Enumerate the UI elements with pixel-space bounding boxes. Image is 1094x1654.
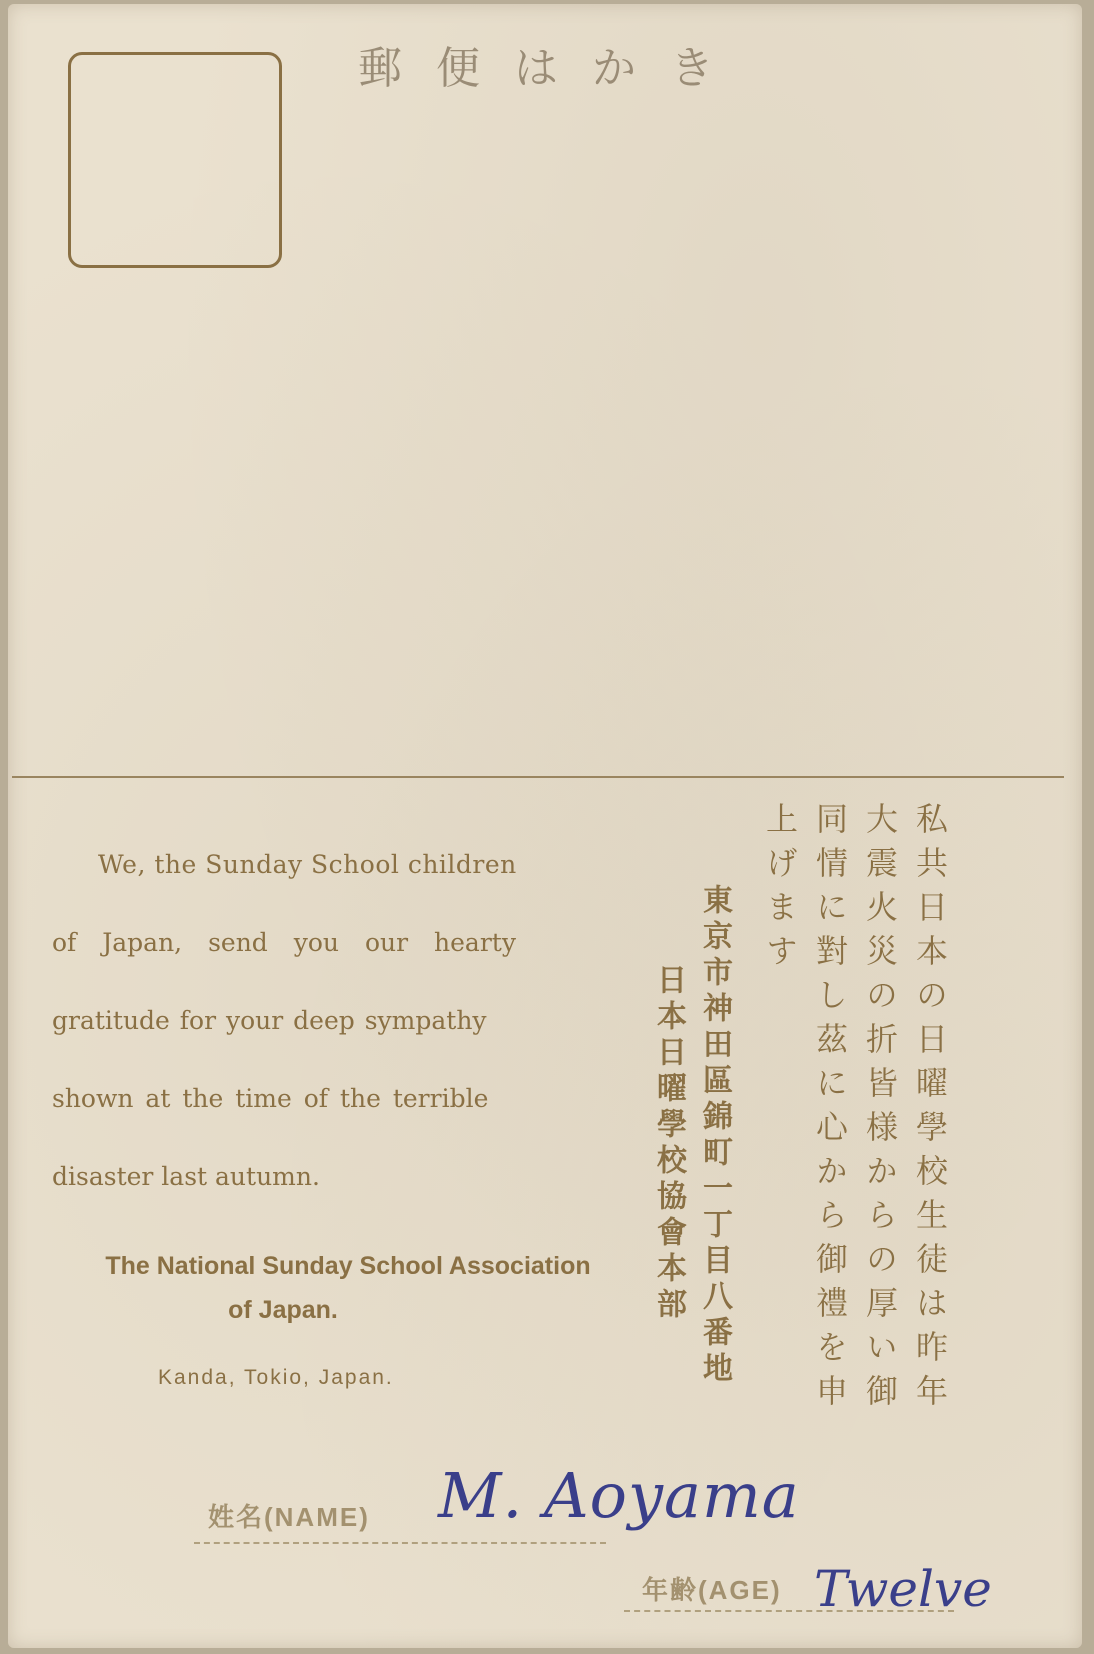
jp-address-column-2: 日本日曜學校協會本部 xyxy=(651,964,686,1324)
name-handwritten-value: M. Aoyama xyxy=(438,1459,800,1532)
association-line-2: of Japan. xyxy=(228,1296,338,1324)
jp-message-column-2: 大震火災の折皆様からの厚い御 xyxy=(861,802,899,1418)
jp-message-column-3: 同情に對し茲に心から御禮を申 xyxy=(811,802,849,1418)
age-handwritten-value: Twelve xyxy=(814,1560,992,1618)
message-line: of Japan, send you our hearty xyxy=(52,928,516,957)
message-line: disaster last autumn. xyxy=(52,1162,320,1191)
name-label: 姓名(NAME) xyxy=(208,1502,370,1532)
english-message xyxy=(52,826,607,1216)
message-line: shown at the time of the terrible xyxy=(52,1084,489,1113)
message-line: We, the Sunday School children xyxy=(98,850,517,879)
message-line: gratitude for your deep sympathy xyxy=(52,1006,487,1035)
postcard xyxy=(8,4,1082,1648)
divider-line xyxy=(12,776,1064,778)
age-label: 年齢(AGE) xyxy=(642,1575,782,1605)
jp-message-column-4: 上げます xyxy=(761,802,799,978)
stamp-box xyxy=(68,52,282,268)
association-address: Kanda, Tokio, Japan. xyxy=(158,1366,394,1389)
jp-address-column-1: 東京市神田區錦町一丁目八番地 xyxy=(697,884,732,1388)
postcard-title: 郵便はかき xyxy=(358,43,748,94)
name-field-line xyxy=(194,1542,606,1544)
association-line-1: The National Sunday School Association xyxy=(105,1252,591,1280)
association-name xyxy=(52,1244,644,1332)
jp-message-column-1: 私共日本の日曜學校生徒は昨年 xyxy=(911,802,949,1418)
